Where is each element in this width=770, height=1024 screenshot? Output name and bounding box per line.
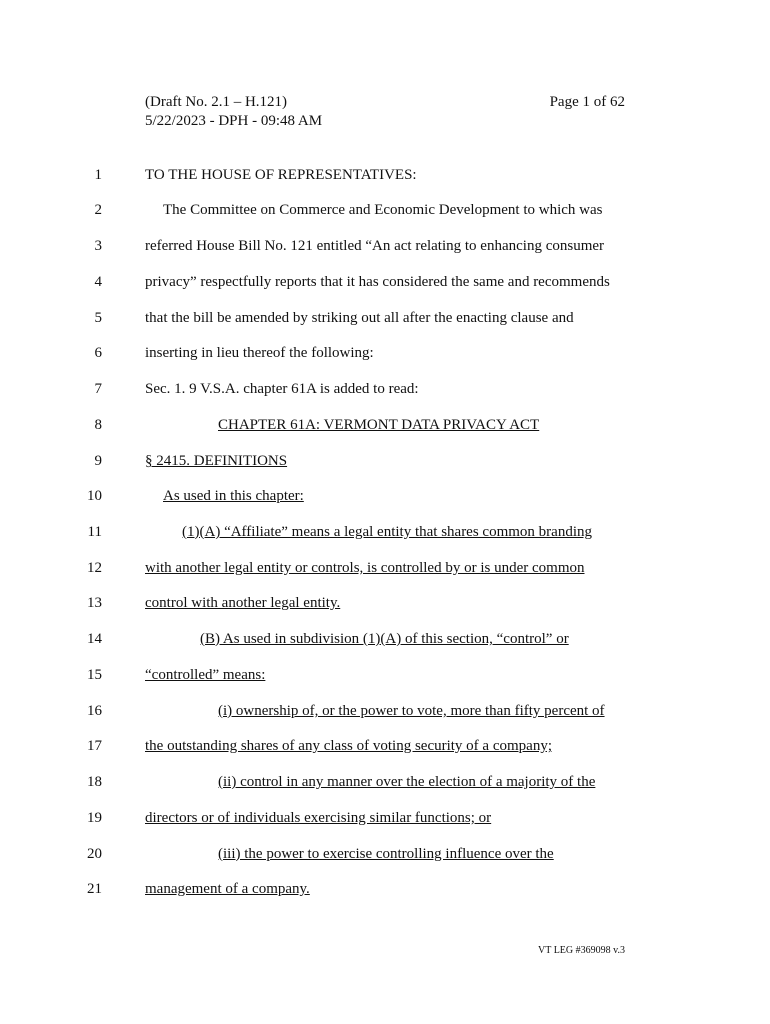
line-16 bbox=[0, 699, 770, 723]
line-text: directors or of individuals exercising similar functions; or bbox=[145, 810, 492, 826]
line-text: The Committee on Commerce and Economic Development to which was bbox=[163, 202, 603, 218]
line-3 bbox=[0, 234, 770, 258]
line-number: 6 bbox=[94, 345, 102, 361]
line-13 bbox=[0, 591, 770, 615]
line-number: 17 bbox=[87, 738, 102, 754]
line-text: (i) ownership of, or the power to vote, more than fifty percent of bbox=[218, 703, 605, 719]
line-number: 13 bbox=[87, 595, 102, 611]
line-19 bbox=[0, 806, 770, 830]
line-number: 9 bbox=[94, 453, 102, 469]
line-text: CHAPTER 61A: VERMONT DATA PRIVACY ACT bbox=[218, 417, 540, 433]
line-5 bbox=[0, 306, 770, 330]
line-number: 3 bbox=[94, 238, 102, 254]
line-number: 8 bbox=[94, 417, 102, 433]
line-11 bbox=[0, 520, 770, 544]
line-8 bbox=[0, 413, 770, 437]
line-text: (ii) control in any manner over the election of a majority of the bbox=[218, 774, 596, 790]
line-number: 11 bbox=[87, 524, 102, 540]
line-9 bbox=[0, 449, 770, 473]
line-text: inserting in lieu thereof the following: bbox=[145, 345, 374, 361]
chapter-heading bbox=[218, 413, 539, 437]
line-number: 15 bbox=[87, 667, 102, 683]
line-7 bbox=[0, 377, 770, 401]
line-text: management of a company. bbox=[145, 881, 310, 897]
line-number: 16 bbox=[87, 703, 102, 719]
line-1 bbox=[0, 163, 770, 187]
page-number: Page 1 of 62 bbox=[549, 94, 625, 110]
line-text: TO THE HOUSE OF REPRESENTATIVES: bbox=[145, 167, 417, 183]
line-number: 12 bbox=[87, 560, 102, 576]
line-text: privacy” respectfully reports that it has considered the same and recommends bbox=[145, 274, 610, 290]
line-text: § 2415. DEFINITIONS bbox=[145, 453, 288, 469]
document-header bbox=[145, 93, 322, 131]
line-12 bbox=[0, 556, 770, 580]
line-number: 1 bbox=[94, 167, 102, 183]
line-2 bbox=[0, 198, 770, 222]
line-number: 20 bbox=[87, 846, 102, 862]
line-text: (iii) the power to exercise controlling influence over the bbox=[218, 846, 554, 862]
line-20 bbox=[0, 842, 770, 866]
line-number: 10 bbox=[87, 488, 102, 504]
line-text: As used in this chapter: bbox=[163, 488, 304, 504]
line-text: (1)(A) “Affiliate” means a legal entity that shares common branding bbox=[182, 524, 592, 540]
line-number: 7 bbox=[94, 381, 102, 397]
line-number: 19 bbox=[87, 810, 102, 826]
line-14 bbox=[0, 627, 770, 651]
line-10 bbox=[0, 484, 770, 508]
line-18 bbox=[0, 770, 770, 794]
line-4 bbox=[0, 270, 770, 294]
line-number: 14 bbox=[87, 631, 102, 647]
line-number: 4 bbox=[94, 274, 102, 290]
line-text: (B) As used in subdivision (1)(A) of this section, “control” or bbox=[200, 631, 569, 647]
line-text: referred House Bill No. 121 entitled “An act relating to enhancing consumer bbox=[145, 238, 605, 254]
line-number: 18 bbox=[87, 774, 102, 790]
line-text: “controlled” means: bbox=[145, 667, 266, 683]
line-number: 2 bbox=[94, 202, 102, 218]
line-21 bbox=[0, 877, 770, 901]
line-15 bbox=[0, 663, 770, 687]
line-text: that the bill be amended by striking out all after the enacting clause and bbox=[145, 310, 574, 326]
line-text: control with another legal entity. bbox=[145, 595, 341, 611]
line-6 bbox=[0, 341, 770, 365]
draft-number: (Draft No. 2.1 – H.121) bbox=[145, 94, 288, 110]
line-text: the outstanding shares of any class of voting security of a company; bbox=[145, 738, 552, 754]
line-17 bbox=[0, 734, 770, 758]
line-number: 21 bbox=[87, 881, 102, 897]
line-text: with another legal entity or controls, is controlled by or is under common bbox=[145, 560, 585, 576]
document-footer-id: VT LEG #369098 v.3 bbox=[538, 945, 625, 956]
line-text: Sec. 1. 9 V.S.A. chapter 61A is added to read: bbox=[145, 381, 419, 397]
line-number: 5 bbox=[94, 310, 102, 326]
draft-date: 5/22/2023 - DPH - 09:48 AM bbox=[145, 113, 323, 129]
